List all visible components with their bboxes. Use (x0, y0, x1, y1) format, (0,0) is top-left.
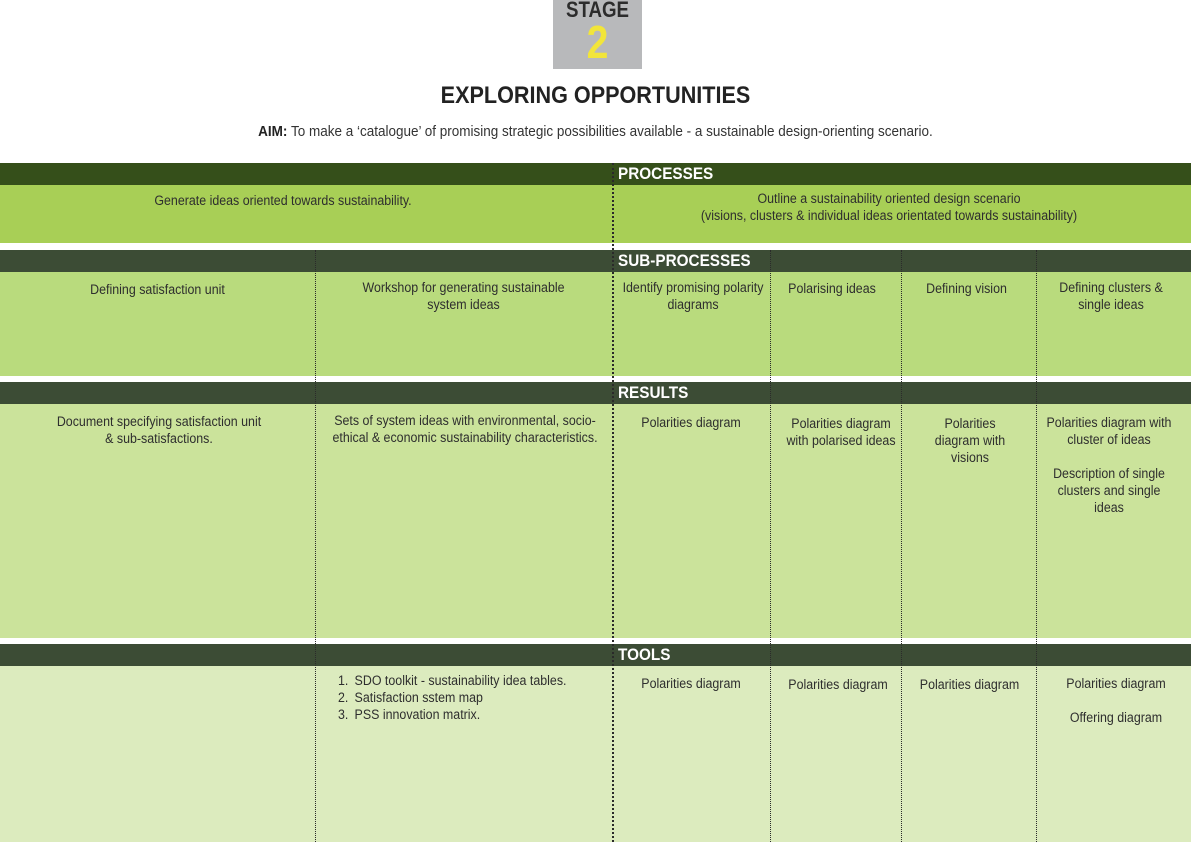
page-title: EXPLORING OPPORTUNITIES (440, 82, 751, 109)
subprocess-cell (1036, 279, 1186, 313)
tool-cell (901, 676, 1038, 693)
subprocess-cell (0, 281, 315, 298)
column-divider (315, 250, 316, 842)
result-line: Polarities (944, 416, 996, 431)
list-number: 2. (338, 690, 349, 705)
list-item (338, 689, 566, 706)
tool-cell (613, 675, 769, 692)
tool-cell (770, 676, 906, 693)
tool-line: Polarities diagram (1066, 676, 1166, 691)
list-item (338, 706, 566, 723)
result-line: clusters and single (1057, 483, 1161, 498)
result-line: diagram with (934, 433, 1006, 448)
aim-label: AIM: (258, 123, 288, 140)
result-cell (315, 412, 615, 446)
tools-label: TOOLS (618, 645, 671, 664)
subprocess-line: Defining clusters & (1059, 280, 1163, 295)
subprocess-cell (613, 279, 773, 313)
column-divider (770, 250, 771, 842)
subprocess-line: single ideas (1078, 297, 1144, 312)
result-cell (0, 413, 318, 447)
subprocess-line: diagrams (667, 297, 719, 312)
process-right-line1: Outline a sustainability oriented design scenario (757, 191, 1021, 206)
result-cell (1036, 414, 1182, 516)
tool-line: Polarities diagram (641, 676, 741, 691)
subprocesses-label: SUB-PROCESSES (618, 251, 751, 270)
result-line: Polarities diagram (641, 415, 741, 430)
tool-line: Polarities diagram (919, 677, 1020, 692)
aim-text: To make a ‘catalogue’ of promising strategic possibilities available - a sustainable design-orienting scenario. (290, 123, 933, 140)
subprocess-cell (315, 279, 612, 313)
subprocess-line: Polarising ideas (788, 281, 876, 296)
process-left-text: Generate ideas oriented towards sustainability. (154, 193, 412, 208)
result-line: & sub-satisfactions. (105, 431, 213, 446)
list-item (338, 672, 566, 689)
result-cell (775, 415, 907, 449)
tool-line: Offering diagram (1069, 710, 1163, 725)
aim-statement (60, 123, 1132, 140)
subprocess-line: Defining satisfaction unit (90, 282, 225, 297)
stage-label: STAGE (565, 0, 630, 22)
results-header (0, 382, 1191, 404)
tools-list (338, 672, 586, 723)
stage-badge (553, 0, 642, 69)
list-text: SDO toolkit - sustainability idea tables. (354, 673, 567, 688)
subprocess-line: Workshop for generating sustainable (362, 280, 565, 295)
list-number: 1. (338, 673, 349, 688)
result-line: Polarities diagram (791, 416, 891, 431)
subprocess-line: system ideas (427, 297, 500, 312)
tool-cell (1036, 675, 1191, 726)
result-line: Document specifying satisfaction unit (56, 414, 262, 429)
result-line: Description of single (1053, 466, 1165, 481)
result-line: visions (951, 450, 989, 465)
subprocesses-header (0, 250, 1191, 272)
list-text: PSS innovation matrix. (354, 707, 481, 722)
tool-line: Polarities diagram (788, 677, 888, 692)
processes-header (0, 163, 1191, 185)
tools-header (0, 644, 1191, 666)
process-right (613, 190, 1165, 224)
results-label: RESULTS (618, 383, 689, 402)
result-line: with polarised ideas (786, 433, 896, 448)
column-divider (1036, 250, 1037, 842)
result-line: ideas (1094, 500, 1124, 515)
result-line: Sets of system ideas with environmental, socio- (334, 413, 596, 428)
list-text: Satisfaction sstem map (354, 690, 483, 705)
list-number: 3. (338, 707, 349, 722)
result-line: ethical & economic sustainability characteristics. (332, 430, 598, 445)
process-left (0, 192, 566, 209)
result-cell (613, 414, 769, 431)
column-divider (901, 250, 902, 842)
process-right-line2: (visions, clusters & individual ideas orientated towards sustainability) (700, 208, 1078, 223)
result-line: Polarities diagram with (1046, 415, 1172, 430)
processes-label: PROCESSES (618, 164, 714, 183)
result-cell (905, 415, 1035, 466)
subprocess-cell (770, 280, 894, 297)
result-line (1042, 448, 1176, 465)
subprocess-cell (901, 280, 1032, 297)
stage-number: 2 (586, 16, 609, 68)
column-divider (612, 163, 614, 842)
subprocess-line: Defining vision (926, 281, 1007, 296)
result-line: cluster of ideas (1067, 432, 1151, 447)
subprocess-line: Identify promising polarity (622, 280, 764, 295)
